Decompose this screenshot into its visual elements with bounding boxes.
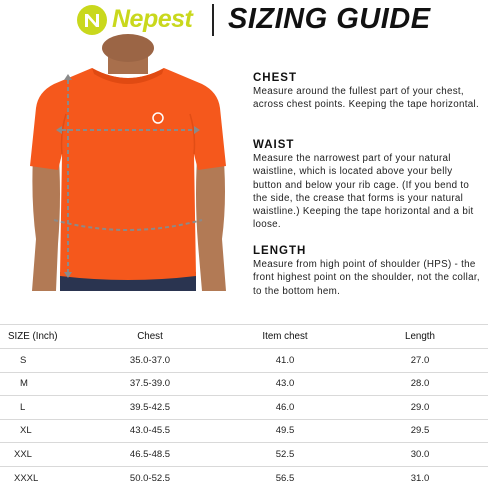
length-cell: 29.5 bbox=[390, 420, 450, 443]
header bbox=[0, 0, 488, 44]
waist-heading: WAIST bbox=[253, 139, 483, 151]
size-table bbox=[0, 324, 488, 490]
length-text: Measure from high point of shoulder (HPS) - the front highest point on the shoulder, not the collar, to the bottom hem. bbox=[253, 258, 483, 298]
size-cell: XL bbox=[20, 420, 32, 443]
length-cell: 27.0 bbox=[390, 349, 450, 372]
page-title: SIZING GUIDE bbox=[228, 3, 431, 36]
size-cell: XXL bbox=[14, 443, 32, 466]
length-cell: 31.0 bbox=[390, 467, 450, 490]
length-cell: 28.0 bbox=[390, 373, 450, 396]
item-chest-cell: 41.0 bbox=[255, 349, 315, 372]
size-cell: M bbox=[20, 373, 28, 396]
length-heading: LENGTH bbox=[253, 245, 483, 257]
item-chest-cell: 46.0 bbox=[255, 396, 315, 419]
chest-heading: CHEST bbox=[253, 72, 483, 84]
size-cell: S bbox=[20, 349, 26, 372]
table-row bbox=[0, 467, 488, 490]
size-cell: L bbox=[20, 396, 25, 419]
waist-text: Measure the narrowest part of your natural waistline, which is located above your belly button and below your rib cage. (If you bend to the side, the crease that forms is your natural waistline.) Keeping the tape horizontal and a bit loose. bbox=[253, 152, 483, 232]
table-row bbox=[0, 420, 488, 444]
chest-cell: 39.5-42.5 bbox=[120, 396, 180, 419]
nepest-logo-icon bbox=[76, 4, 108, 36]
item-chest-cell: 52.5 bbox=[255, 443, 315, 466]
model-chin bbox=[102, 34, 154, 62]
size-cell: XXXL bbox=[14, 467, 38, 490]
waist-instructions bbox=[253, 139, 483, 232]
item-chest-cell: 49.5 bbox=[255, 420, 315, 443]
table-row bbox=[0, 443, 488, 467]
header-size: SIZE (Inch) bbox=[8, 325, 58, 348]
header-item-chest: Item chest bbox=[255, 325, 315, 348]
chest-text: Measure around the fullest part of your chest, across chest points. Keeping the tape horizontal. bbox=[253, 85, 483, 112]
model-photo bbox=[22, 44, 234, 291]
brand-name: Nepest bbox=[112, 5, 192, 34]
header-chest: Chest bbox=[120, 325, 180, 348]
chest-cell: 37.5-39.0 bbox=[120, 373, 180, 396]
chest-cell: 43.0-45.5 bbox=[120, 420, 180, 443]
chest-cell: 50.0-52.5 bbox=[120, 467, 180, 490]
length-instructions bbox=[253, 245, 483, 298]
chest-instructions bbox=[253, 72, 483, 112]
length-cell: 29.0 bbox=[390, 396, 450, 419]
item-chest-cell: 43.0 bbox=[255, 373, 315, 396]
chest-cell: 35.0-37.0 bbox=[120, 349, 180, 372]
chest-cell: 46.5-48.5 bbox=[120, 443, 180, 466]
header-length: Length bbox=[390, 325, 450, 348]
item-chest-cell: 56.5 bbox=[255, 467, 315, 490]
table-header-row bbox=[0, 324, 488, 349]
table-row bbox=[0, 373, 488, 397]
table-row bbox=[0, 396, 488, 420]
length-cell: 30.0 bbox=[390, 443, 450, 466]
header-divider bbox=[212, 4, 214, 36]
table-row bbox=[0, 349, 488, 373]
